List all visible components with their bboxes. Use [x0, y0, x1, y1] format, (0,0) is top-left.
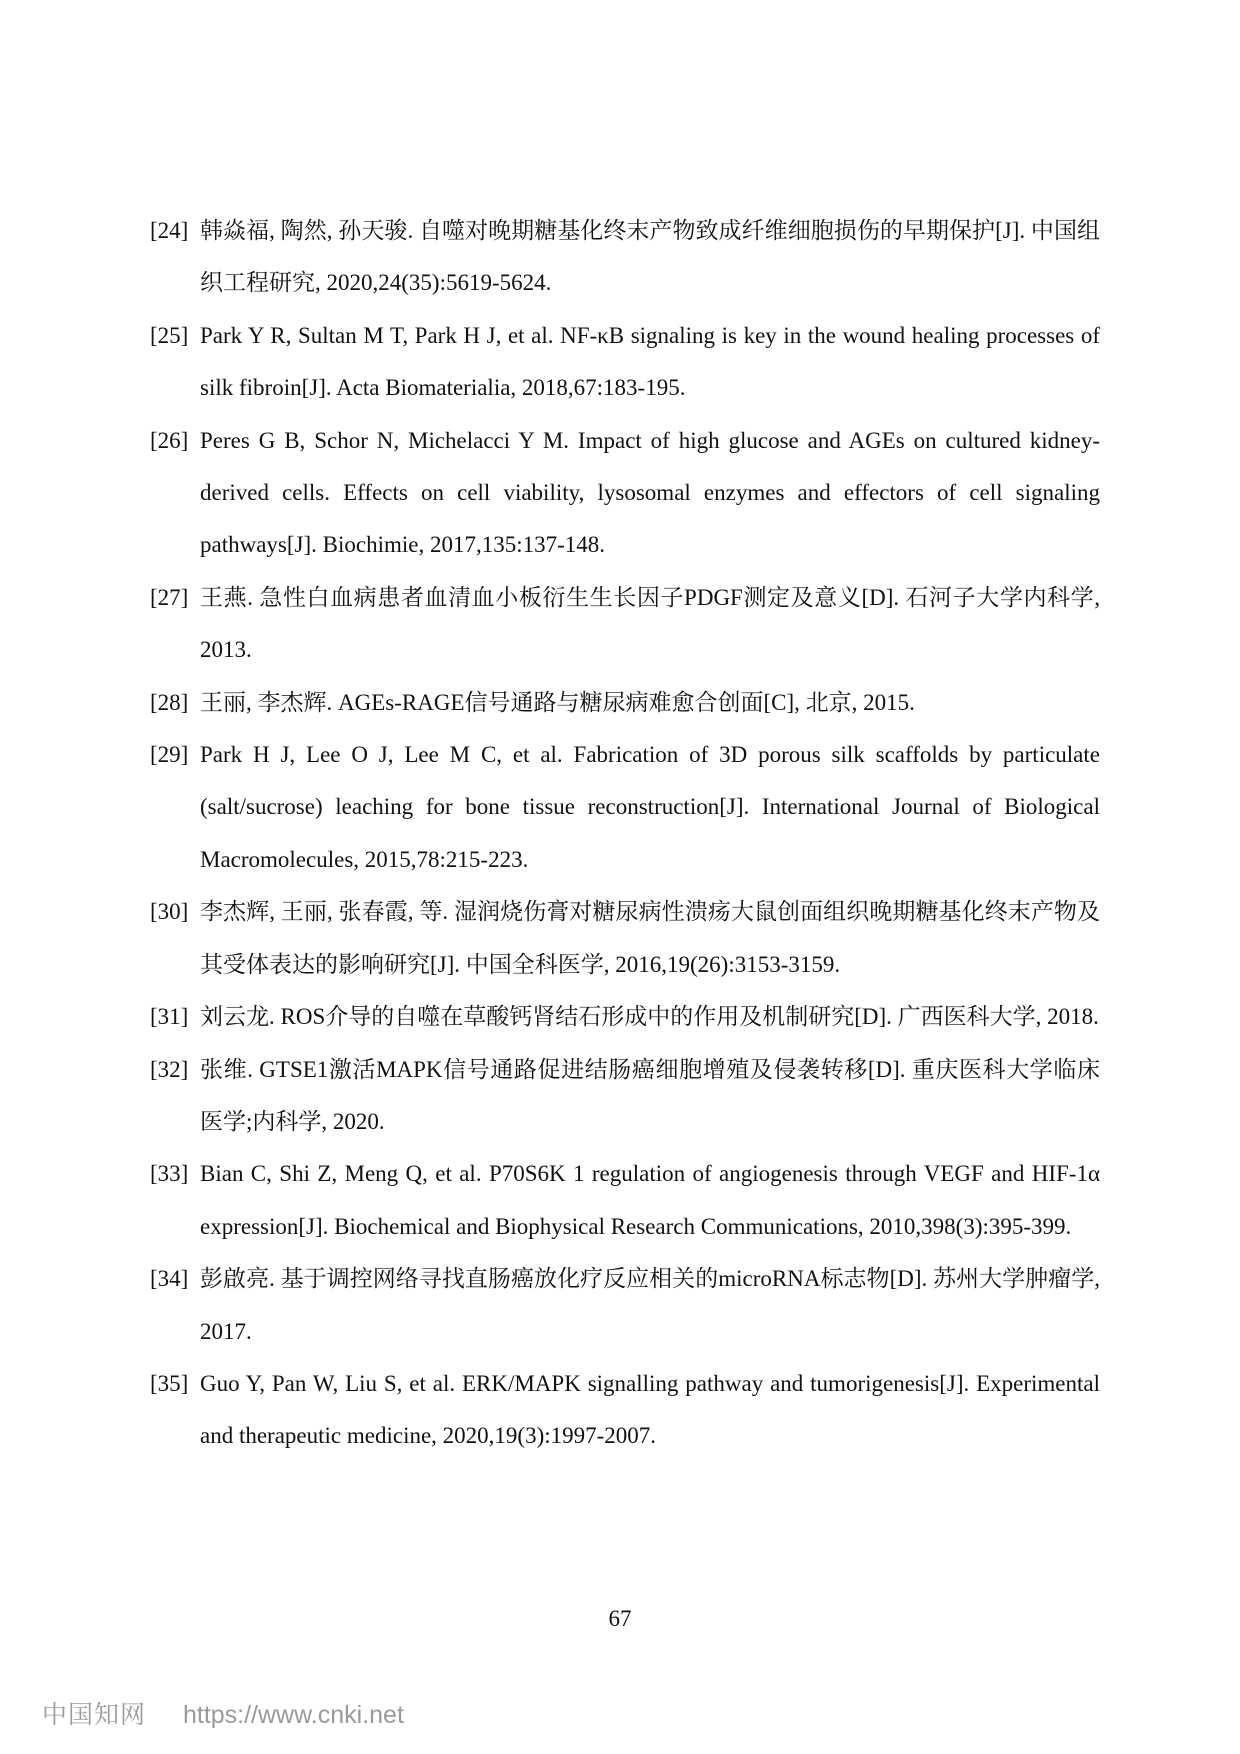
- reference-number: [33]: [150, 1161, 189, 1187]
- reference-text: 彭啟亮. 基于调控网络寻找直肠癌放化疗反应相关的microRNA标志物[D]. 苏州大学肿瘤学, 2017.: [200, 1266, 1100, 1344]
- reference-item: [150, 1148, 1100, 1253]
- reference-item: [150, 729, 1100, 886]
- reference-text: 王丽, 李杰辉. AGEs-RAGE信号通路与糖尿病难愈合创面[C], 北京, 2015.: [200, 689, 915, 715]
- reference-number: [35]: [150, 1370, 189, 1396]
- reference-number: [34]: [150, 1266, 189, 1292]
- reference-item: [150, 677, 1100, 729]
- page-number: 67: [608, 1606, 632, 1631]
- reference-item: [150, 572, 1100, 677]
- reference-number: [32]: [150, 1056, 189, 1082]
- reference-number: [29]: [150, 742, 189, 768]
- reference-number: [26]: [150, 427, 189, 453]
- reference-item: [150, 415, 1100, 572]
- reference-number: [31]: [150, 1004, 189, 1030]
- reference-number: [27]: [150, 584, 189, 610]
- reference-text: Park H J, Lee O J, Lee M C, et al. Fabrication of 3D porous silk scaffolds by particulate (salt/sucrose) leaching for bone tissue reconstruction[J]. International Journal of Biological Macromolecules, 2015,78:215-223.: [200, 742, 1100, 872]
- reference-text: 刘云龙. ROS介导的自噬在草酸钙肾结石形成中的作用及机制研究[D]. 广西医科大学, 2018.: [200, 1004, 1099, 1030]
- reference-text: 韩焱福, 陶然, 孙天骏. 自噬对晚期糖基化终末产物致成纤维细胞损伤的早期保护[J]. 中国组织工程研究, 2020,24(35):5619-5624.: [200, 218, 1100, 296]
- reference-list: [150, 205, 1100, 1463]
- reference-text: 张维. GTSE1激活MAPK信号通路促进结肠癌细胞增殖及侵袭转移[D]. 重庆医科大学临床医学;内科学, 2020.: [200, 1056, 1100, 1134]
- reference-item: [150, 886, 1100, 991]
- reference-number: [25]: [150, 322, 189, 348]
- watermark-brand: 中国知网: [42, 1701, 147, 1729]
- cnki-watermark: [42, 1700, 404, 1730]
- reference-item: [150, 310, 1100, 415]
- reference-text: Park Y R, Sultan M T, Park H J, et al. NF-κB signaling is key in the wound healing processes of silk fibroin[J]. Acta Biomaterialia, 2018,67:183-195.: [200, 322, 1100, 401]
- reference-text: Bian C, Shi Z, Meng Q, et al. P70S6K 1 regulation of angiogenesis through VEGF and HIF-1α expression[J]. Biochemical and Biophysical Research Communications, 2010,398(3):395-399.: [200, 1161, 1100, 1239]
- reference-item: [150, 1044, 1100, 1149]
- reference-number: [30]: [150, 899, 189, 925]
- reference-text: Peres G B, Schor N, Michelacci Y M. Impact of high glucose and AGEs on cultured kidney-derived cells. Effects on cell viability, lysosomal enzymes and effectors of cell signaling pathways[J]. Biochimie, 2017,135:137-148.: [200, 427, 1100, 558]
- reference-text: Guo Y, Pan W, Liu S, et al. ERK/MAPK signalling pathway and tumorigenesis[J]. Experimental and therapeutic medicine, 2020,19(3):1997-2007.: [200, 1370, 1100, 1449]
- reference-item: [150, 205, 1100, 310]
- reference-number: [24]: [150, 218, 189, 243]
- watermark-url: https://www.cnki.net: [182, 1701, 404, 1729]
- reference-text: 李杰辉, 王丽, 张春霞, 等. 湿润烧伤膏对糖尿病性溃疡大鼠创面组织晚期糖基化终末产物及其受体表达的影响研究[J]. 中国全科医学, 2016,19(26):3153-3159.: [200, 899, 1100, 977]
- reference-text: 王燕. 急性白血病患者血清血小板衍生生长因子PDGF测定及意义[D]. 石河子大学内科学, 2013.: [200, 584, 1100, 663]
- reference-item: [150, 991, 1100, 1043]
- reference-number: [28]: [150, 689, 189, 715]
- reference-item: [150, 1253, 1100, 1358]
- reference-item: [150, 1358, 1100, 1463]
